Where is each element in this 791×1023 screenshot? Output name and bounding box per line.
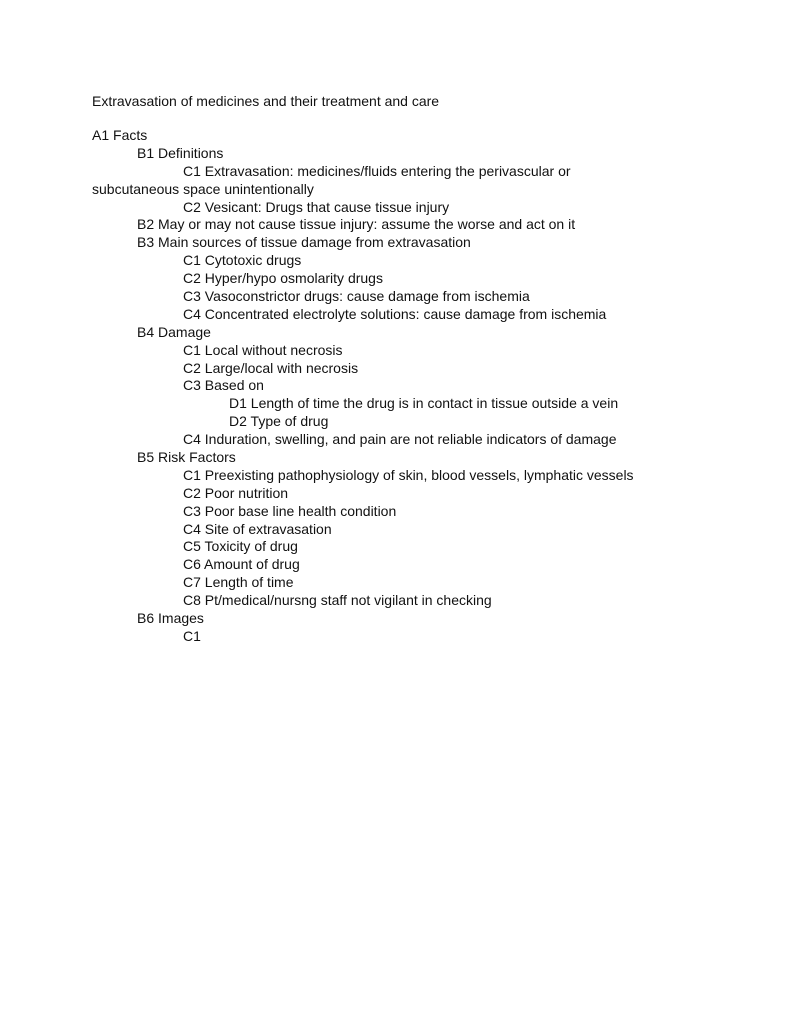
outline-item: C5 Toxicity of drug bbox=[183, 538, 298, 555]
outline-item: C1 bbox=[183, 627, 201, 644]
outline-item: C4 Site of extravasation bbox=[183, 520, 332, 537]
outline-item: subcutaneous space unintentionally bbox=[92, 180, 314, 197]
outline-item: C4 Induration, swelling, and pain are not reliable indicators of damage bbox=[183, 431, 617, 448]
outline-item: C8 Pt/medical/nursng staff not vigilant in checking bbox=[183, 592, 492, 609]
outline-item: D2 Type of drug bbox=[229, 413, 329, 430]
outline-item: A1 Facts bbox=[92, 127, 148, 143]
outline-item: C1 Preexisting pathophysiology of skin, blood vessels, lymphatic vessels bbox=[183, 466, 634, 483]
outline-item: C2 Hyper/hypo osmolarity drugs bbox=[183, 270, 383, 287]
outline-list bbox=[92, 127, 732, 646]
outline-item: C1 Extravasation: medicines/fluids entering the perivascular or bbox=[183, 162, 571, 179]
outline-item: C3 Poor base line health condition bbox=[183, 502, 397, 519]
outline-item: C3 Vasoconstrictor drugs: cause damage from ischemia bbox=[183, 288, 530, 305]
outline-item: C6 Amount of drug bbox=[183, 556, 300, 573]
outline-item: B3 Main sources of tissue damage from extravasation bbox=[137, 234, 471, 251]
outline-item: B5 Risk Factors bbox=[137, 449, 236, 466]
outline-item: C1 Local without necrosis bbox=[183, 341, 343, 358]
outline-item: C2 Large/local with necrosis bbox=[183, 359, 359, 376]
outline-item: C2 Poor nutrition bbox=[183, 484, 289, 501]
outline-item: C1 Cytotoxic drugs bbox=[183, 252, 302, 269]
outline-item: B2 May or may not cause tissue injury: assume the worse and act on it bbox=[137, 216, 576, 233]
outline-item: D1 Length of time the drug is in contact in tissue outside a vein bbox=[229, 395, 619, 412]
outline-item: C7 Length of time bbox=[183, 574, 294, 591]
outline-item: C2 Vesicant: Drugs that cause tissue injury bbox=[183, 198, 450, 215]
outline-item: B1 Definitions bbox=[137, 144, 224, 161]
document-title: Extravasation of medicines and their treatment and care bbox=[92, 93, 440, 109]
outline-item: C4 Concentrated electrolyte solutions: cause damage from ischemia bbox=[183, 305, 607, 322]
outline-item: B6 Images bbox=[137, 610, 204, 627]
outline-item: C3 Based on bbox=[183, 377, 264, 394]
outline-item: B4 Damage bbox=[137, 323, 211, 340]
